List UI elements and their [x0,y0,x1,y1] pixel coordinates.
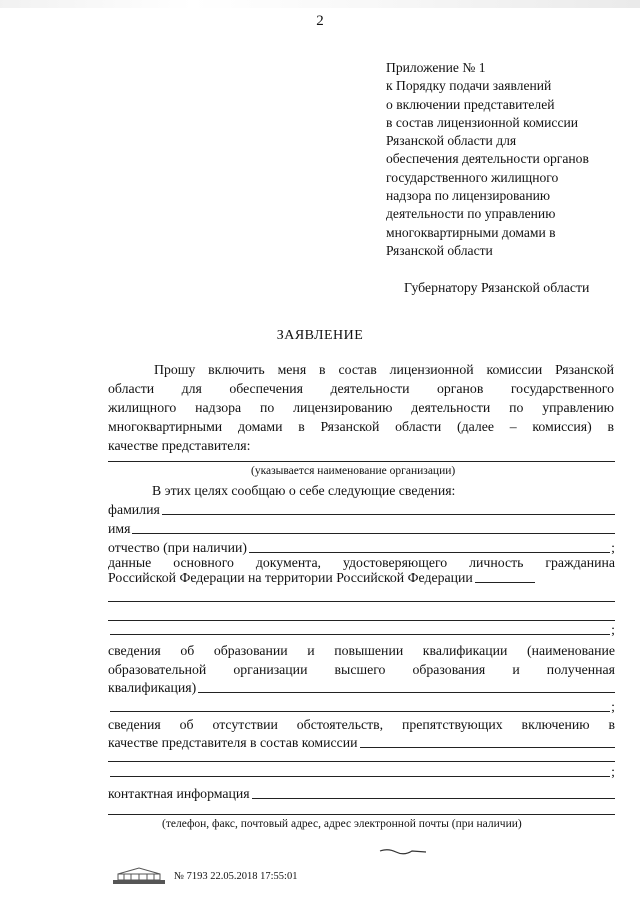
id-document-label-line2: Российской Федерации на территории Российской Федерации [108,570,473,585]
document-title: ЗАЯВЛЕНИЕ [276,328,364,343]
absence-row [108,733,615,751]
surname-row [108,500,615,518]
annex-line: в состав лицензионной комиссии [386,114,579,130]
absence-line-3[interactable] [110,776,610,777]
organization-name-field[interactable] [108,461,615,462]
annex-line: Рязанской области для [386,133,517,149]
intro-line: жилищного надзора по лицензированию деятельности по управлению [108,400,614,415]
absence-label-line1: сведения об отсутствии обстоятельств, препятствующих включению в [108,717,615,732]
name-row [108,519,615,537]
education-row [108,678,615,696]
contact-row [108,784,615,802]
education-line-2[interactable] [110,711,610,712]
government-building-icon [112,867,166,885]
contact-caption: (телефон, факс, почтовый адрес, адрес электронной почты (при наличии) [162,818,522,830]
education-label-line1: сведения об образовании и повышении квалификации (наименование [108,643,615,658]
absence-last-row [108,762,615,780]
semicolon: ; [611,540,615,555]
info-intro [152,481,612,499]
education-label-line2: образовательной организации высшего образования и полученная [108,662,615,677]
semicolon: ; [611,699,615,714]
semicolon: ; [611,764,615,779]
education-label-line3: квалификация) [108,680,197,695]
id-document-field[interactable] [475,582,535,583]
id-document-last-row [108,620,615,638]
intro-line: области для обеспечения деятельности органов государственного [108,381,614,396]
intro-line: Прошу включить меня в состав лицензионной комиссии Рязанской [154,362,614,377]
id-document-line-2[interactable] [108,601,615,602]
semicolon: ; [611,622,615,637]
annex-line: многоквартирными домами в [386,224,556,240]
annex-line: надзора по лицензированию [386,188,551,204]
annex-line: к Порядку подачи заявлений [386,78,552,94]
name-label: имя [108,521,131,536]
id-document-row [108,568,615,586]
contact-line-2[interactable] [108,814,615,815]
registration-stamp: № 7193 22.05.2018 17:55:01 [174,870,298,882]
patronymic-field[interactable] [249,552,610,553]
education-field[interactable] [198,692,615,693]
education-last-row [108,697,615,715]
id-document-line-4[interactable] [110,634,610,635]
id-document-label-line1: данные основного документа, удостоверяющего личность гражданина [108,555,615,570]
annex-block [386,59,636,260]
annex-line: деятельности по управлению [386,206,556,222]
contact-label: контактная информация [108,786,250,801]
intro-line: качестве представителя: [108,438,251,453]
patronymic-label: отчество (при наличии) [108,540,247,555]
annex-line: о включении представителей [386,96,555,112]
surname-label: фамилия [108,502,160,517]
annex-line: обеспечения деятельности органов [386,151,589,167]
addressee: Губернатору Рязанской области [404,280,590,295]
contact-field[interactable] [252,798,615,799]
intro-paragraph [108,360,614,455]
name-field[interactable] [132,533,615,534]
info-intro-text: В этих целях сообщаю о себе следующие сведения: [152,483,456,498]
intro-line: многоквартирными домами в Рязанской области (далее – комиссия) в [108,419,614,434]
organization-caption: (указывается наименование организации) [251,465,456,477]
scan-edge [0,0,640,8]
surname-field[interactable] [162,514,615,515]
patronymic-row [108,538,615,556]
page-number: 2 [316,13,324,29]
registration-footer [112,867,297,885]
absence-label-line2: качестве представителя в состав комиссии [108,735,358,750]
annex-line: Рязанской области [386,242,493,258]
annex-line: государственного жилищного [386,169,559,185]
scan-mark-icon [378,846,430,856]
annex-line: Приложение № 1 [386,60,486,75]
absence-field[interactable] [360,747,615,748]
